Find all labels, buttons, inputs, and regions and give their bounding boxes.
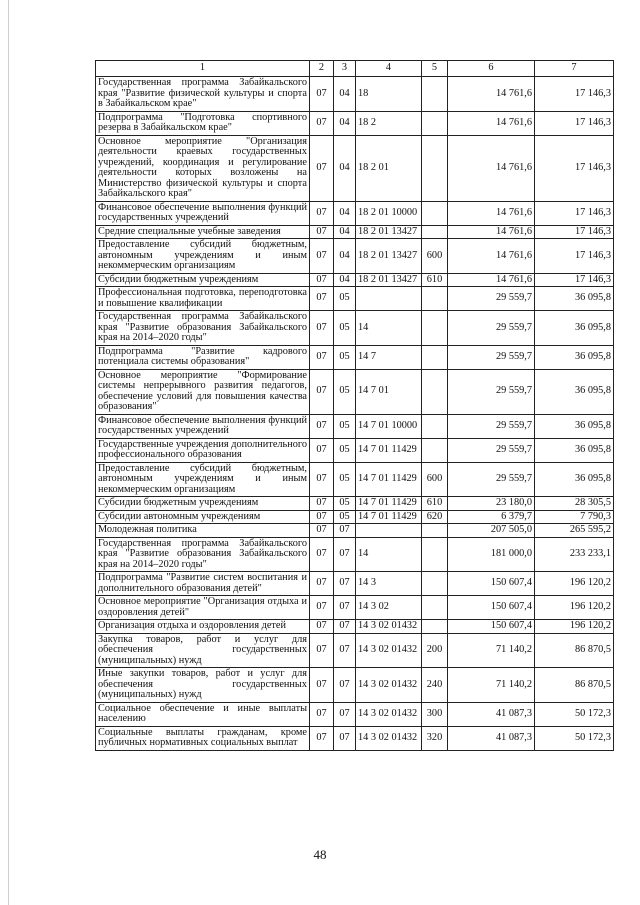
table-row (96, 239, 614, 274)
target-item-code-cell: 18 2 01 10000 (356, 201, 422, 225)
row-name-cell: Государственная программа Забайкальского края "Развитие образования Забайкальского края на 2014–2020 годы" (96, 311, 310, 346)
section-code-cell: 07 (310, 524, 334, 538)
target-item-code-cell: 14 3 02 01432 (356, 668, 422, 703)
header-cell: 6 (448, 61, 535, 77)
subsection-code-cell: 04 (334, 135, 356, 201)
expense-type-code-cell: 610 (422, 497, 448, 511)
amount-year2-cell: 17 146,3 (535, 135, 614, 201)
section-code-cell: 07 (310, 633, 334, 668)
table-row (96, 596, 614, 620)
row-name-cell: Финансовое обеспечение выполнения функций государственных учреждений (96, 414, 310, 438)
expense-type-code-cell: 610 (422, 273, 448, 287)
amount-year1-cell: 71 140,2 (448, 633, 535, 668)
table-row (96, 726, 614, 750)
row-name-cell: Профессиональная подготовка, переподготовка и повышение квалификации (96, 287, 310, 311)
target-item-code-cell: 18 2 01 (356, 135, 422, 201)
row-name-cell: Предоставление субсидий бюджетным, автономным учреждениям и иным некоммерческим организациям (96, 239, 310, 274)
target-item-code-cell: 18 2 (356, 111, 422, 135)
section-code-cell: 07 (310, 572, 334, 596)
expense-type-code-cell: 320 (422, 726, 448, 750)
row-name-cell: Подпрограмма "Подготовка спортивного резерва в Забайкальском крае" (96, 111, 310, 135)
expense-type-code-cell (422, 369, 448, 414)
amount-year1-cell: 207 505,0 (448, 524, 535, 538)
amount-year2-cell: 36 095,8 (535, 287, 614, 311)
table-row (96, 572, 614, 596)
amount-year2-cell: 36 095,8 (535, 438, 614, 462)
section-code-cell: 07 (310, 414, 334, 438)
target-item-code-cell: 14 3 02 01432 (356, 702, 422, 726)
table-row (96, 369, 614, 414)
target-item-code-cell: 14 3 02 01432 (356, 633, 422, 668)
expense-type-code-cell (422, 414, 448, 438)
subsection-code-cell: 07 (334, 524, 356, 538)
subsection-code-cell: 05 (334, 497, 356, 511)
scan-edge-line (8, 0, 9, 905)
table-row (96, 633, 614, 668)
target-item-code-cell (356, 287, 422, 311)
amount-year1-cell: 29 559,7 (448, 462, 535, 497)
amount-year1-cell: 181 000,0 (448, 537, 535, 572)
section-code-cell: 07 (310, 111, 334, 135)
amount-year1-cell: 14 761,6 (448, 201, 535, 225)
target-item-code-cell: 14 7 01 11429 (356, 497, 422, 511)
amount-year2-cell: 196 120,2 (535, 620, 614, 634)
expense-type-code-cell: 620 (422, 510, 448, 524)
amount-year1-cell: 29 559,7 (448, 438, 535, 462)
expense-type-code-cell (422, 524, 448, 538)
amount-year1-cell: 29 559,7 (448, 345, 535, 369)
section-code-cell: 07 (310, 369, 334, 414)
amount-year2-cell: 36 095,8 (535, 369, 614, 414)
amount-year1-cell: 14 761,6 (448, 273, 535, 287)
subsection-code-cell: 04 (334, 239, 356, 274)
amount-year2-cell: 17 146,3 (535, 111, 614, 135)
amount-year2-cell: 36 095,8 (535, 345, 614, 369)
header-cell: 1 (96, 61, 310, 77)
row-name-cell: Социальные выплаты гражданам, кроме публичных нормативных социальных выплат (96, 726, 310, 750)
section-code-cell: 07 (310, 77, 334, 112)
table-row (96, 438, 614, 462)
amount-year2-cell: 17 146,3 (535, 225, 614, 239)
section-code-cell: 07 (310, 135, 334, 201)
amount-year1-cell: 14 761,6 (448, 225, 535, 239)
target-item-code-cell: 14 7 01 10000 (356, 414, 422, 438)
table-row (96, 510, 614, 524)
section-code-cell: 07 (310, 537, 334, 572)
amount-year1-cell: 150 607,4 (448, 572, 535, 596)
section-code-cell: 07 (310, 438, 334, 462)
section-code-cell: 07 (310, 201, 334, 225)
section-code-cell: 07 (310, 620, 334, 634)
subsection-code-cell: 07 (334, 726, 356, 750)
expense-type-code-cell (422, 345, 448, 369)
amount-year2-cell: 233 233,1 (535, 537, 614, 572)
table-row (96, 345, 614, 369)
table-row (96, 620, 614, 634)
section-code-cell: 07 (310, 668, 334, 703)
row-name-cell: Предоставление субсидий бюджетным, автономным учреждениям и иным некоммерческим организациям (96, 462, 310, 497)
expense-type-code-cell: 600 (422, 239, 448, 274)
expense-type-code-cell (422, 111, 448, 135)
target-item-code-cell: 14 7 01 11429 (356, 462, 422, 497)
section-code-cell: 07 (310, 702, 334, 726)
expense-type-code-cell (422, 438, 448, 462)
table-row (96, 524, 614, 538)
target-item-code-cell: 18 (356, 77, 422, 112)
row-name-cell: Средние специальные учебные заведения (96, 225, 310, 239)
section-code-cell: 07 (310, 345, 334, 369)
section-code-cell: 07 (310, 497, 334, 511)
table-row (96, 111, 614, 135)
amount-year2-cell: 36 095,8 (535, 311, 614, 346)
amount-year1-cell: 150 607,4 (448, 620, 535, 634)
table-row (96, 537, 614, 572)
amount-year2-cell: 17 146,3 (535, 201, 614, 225)
amount-year2-cell: 17 146,3 (535, 77, 614, 112)
row-name-cell: Иные закупки товаров, работ и услуг для обеспечения государственных (муниципальных) нужд (96, 668, 310, 703)
table-header-row (96, 61, 614, 77)
budget-table (95, 60, 614, 751)
expense-type-code-cell (422, 537, 448, 572)
expense-type-code-cell: 300 (422, 702, 448, 726)
amount-year1-cell: 29 559,7 (448, 287, 535, 311)
header-cell: 4 (356, 61, 422, 77)
subsection-code-cell: 05 (334, 462, 356, 497)
target-item-code-cell: 14 7 01 11429 (356, 510, 422, 524)
subsection-code-cell: 05 (334, 369, 356, 414)
section-code-cell: 07 (310, 287, 334, 311)
table-body (96, 61, 614, 751)
amount-year1-cell: 150 607,4 (448, 596, 535, 620)
table-row (96, 135, 614, 201)
row-name-cell: Основное мероприятие "Организация отдыха и оздоровления детей" (96, 596, 310, 620)
target-item-code-cell: 14 7 01 (356, 369, 422, 414)
expense-type-code-cell (422, 620, 448, 634)
amount-year2-cell: 36 095,8 (535, 414, 614, 438)
amount-year2-cell: 36 095,8 (535, 462, 614, 497)
subsection-code-cell: 05 (334, 414, 356, 438)
target-item-code-cell: 14 (356, 537, 422, 572)
amount-year2-cell: 50 172,3 (535, 726, 614, 750)
subsection-code-cell: 04 (334, 225, 356, 239)
section-code-cell: 07 (310, 510, 334, 524)
table-row (96, 497, 614, 511)
row-name-cell: Подпрограмма "Развитие кадрового потенциала системы образования" (96, 345, 310, 369)
amount-year1-cell: 41 087,3 (448, 702, 535, 726)
target-item-code-cell: 14 (356, 311, 422, 346)
row-name-cell: Основное мероприятие "Организация деятельности краевых государственных учреждений, координация и регулирование деятельности которых возложены на Министерство физической культуры и спорта Забайкальского края" (96, 135, 310, 201)
header-cell: 5 (422, 61, 448, 77)
subsection-code-cell: 04 (334, 273, 356, 287)
target-item-code-cell: 14 3 (356, 572, 422, 596)
target-item-code-cell: 14 3 02 01432 (356, 620, 422, 634)
target-item-code-cell: 14 3 02 (356, 596, 422, 620)
section-code-cell: 07 (310, 239, 334, 274)
row-name-cell: Финансовое обеспечение выполнения функций государственных учреждений (96, 201, 310, 225)
amount-year1-cell: 14 761,6 (448, 77, 535, 112)
expense-type-code-cell (422, 572, 448, 596)
table-row (96, 702, 614, 726)
amount-year2-cell: 86 870,5 (535, 633, 614, 668)
table-row (96, 273, 614, 287)
section-code-cell: 07 (310, 273, 334, 287)
amount-year2-cell: 196 120,2 (535, 572, 614, 596)
expense-type-code-cell (422, 596, 448, 620)
header-cell: 7 (535, 61, 614, 77)
subsection-code-cell: 07 (334, 620, 356, 634)
amount-year1-cell: 6 379,7 (448, 510, 535, 524)
target-item-code-cell: 14 7 (356, 345, 422, 369)
target-item-code-cell: 18 2 01 13427 (356, 239, 422, 274)
amount-year2-cell: 17 146,3 (535, 239, 614, 274)
row-name-cell: Государственные учреждения дополнительного профессионального образования (96, 438, 310, 462)
subsection-code-cell: 05 (334, 510, 356, 524)
row-name-cell: Социальное обеспечение и иные выплаты населению (96, 702, 310, 726)
expense-type-code-cell: 200 (422, 633, 448, 668)
target-item-code-cell (356, 524, 422, 538)
table-row (96, 225, 614, 239)
subsection-code-cell: 07 (334, 633, 356, 668)
row-name-cell: Субсидии автономным учреждениям (96, 510, 310, 524)
amount-year2-cell: 17 146,3 (535, 273, 614, 287)
row-name-cell: Государственная программа Забайкальского края "Развитие физической культуры и спорта в Забайкальском крае" (96, 77, 310, 112)
expense-type-code-cell (422, 135, 448, 201)
amount-year1-cell: 41 087,3 (448, 726, 535, 750)
amount-year2-cell: 86 870,5 (535, 668, 614, 703)
row-name-cell: Подпрограмма "Развитие систем воспитания и дополнительного образования детей" (96, 572, 310, 596)
amount-year1-cell: 14 761,6 (448, 111, 535, 135)
row-name-cell: Организация отдыха и оздоровления детей (96, 620, 310, 634)
table-row (96, 668, 614, 703)
page-number: 48 (313, 847, 327, 862)
expense-type-code-cell (422, 225, 448, 239)
target-item-code-cell: 18 2 01 13427 (356, 273, 422, 287)
subsection-code-cell: 04 (334, 111, 356, 135)
amount-year1-cell: 29 559,7 (448, 414, 535, 438)
row-name-cell: Молодежная политика (96, 524, 310, 538)
subsection-code-cell: 05 (334, 311, 356, 346)
expense-type-code-cell (422, 77, 448, 112)
table-row (96, 201, 614, 225)
amount-year2-cell: 196 120,2 (535, 596, 614, 620)
table-row (96, 414, 614, 438)
expense-type-code-cell (422, 287, 448, 311)
table-row (96, 462, 614, 497)
expense-type-code-cell: 240 (422, 668, 448, 703)
amount-year1-cell: 29 559,7 (448, 311, 535, 346)
section-code-cell: 07 (310, 462, 334, 497)
row-name-cell: Основное мероприятие "Формирование системы непрерывного развития педагогов, обеспечение условий для повышения качества образования" (96, 369, 310, 414)
subsection-code-cell: 07 (334, 537, 356, 572)
amount-year2-cell: 28 305,5 (535, 497, 614, 511)
amount-year1-cell: 23 180,0 (448, 497, 535, 511)
section-code-cell: 07 (310, 311, 334, 346)
amount-year1-cell: 71 140,2 (448, 668, 535, 703)
subsection-code-cell: 07 (334, 702, 356, 726)
amount-year1-cell: 14 761,6 (448, 135, 535, 201)
subsection-code-cell: 07 (334, 572, 356, 596)
subsection-code-cell: 05 (334, 345, 356, 369)
header-cell: 2 (310, 61, 334, 77)
row-name-cell: Государственная программа Забайкальского края "Развитие образования Забайкальского края на 2014–2020 годы" (96, 537, 310, 572)
header-cell: 3 (334, 61, 356, 77)
row-name-cell: Закупка товаров, работ и услуг для обеспечения государственных (муниципальных) нужд (96, 633, 310, 668)
subsection-code-cell: 07 (334, 668, 356, 703)
subsection-code-cell: 07 (334, 596, 356, 620)
amount-year2-cell: 7 790,3 (535, 510, 614, 524)
subsection-code-cell: 04 (334, 77, 356, 112)
expense-type-code-cell (422, 201, 448, 225)
subsection-code-cell: 05 (334, 438, 356, 462)
target-item-code-cell: 14 7 01 11429 (356, 438, 422, 462)
section-code-cell: 07 (310, 225, 334, 239)
table-row (96, 77, 614, 112)
section-code-cell: 07 (310, 596, 334, 620)
table-row (96, 287, 614, 311)
table-row (96, 311, 614, 346)
expense-type-code-cell: 600 (422, 462, 448, 497)
row-name-cell: Субсидии бюджетным учреждениям (96, 273, 310, 287)
row-name-cell: Субсидии бюджетным учреждениям (96, 497, 310, 511)
section-code-cell: 07 (310, 726, 334, 750)
amount-year2-cell: 50 172,3 (535, 702, 614, 726)
target-item-code-cell: 14 3 02 01432 (356, 726, 422, 750)
amount-year2-cell: 265 595,2 (535, 524, 614, 538)
subsection-code-cell: 05 (334, 287, 356, 311)
expense-type-code-cell (422, 311, 448, 346)
amount-year1-cell: 14 761,6 (448, 239, 535, 274)
target-item-code-cell: 18 2 01 13427 (356, 225, 422, 239)
subsection-code-cell: 04 (334, 201, 356, 225)
amount-year1-cell: 29 559,7 (448, 369, 535, 414)
